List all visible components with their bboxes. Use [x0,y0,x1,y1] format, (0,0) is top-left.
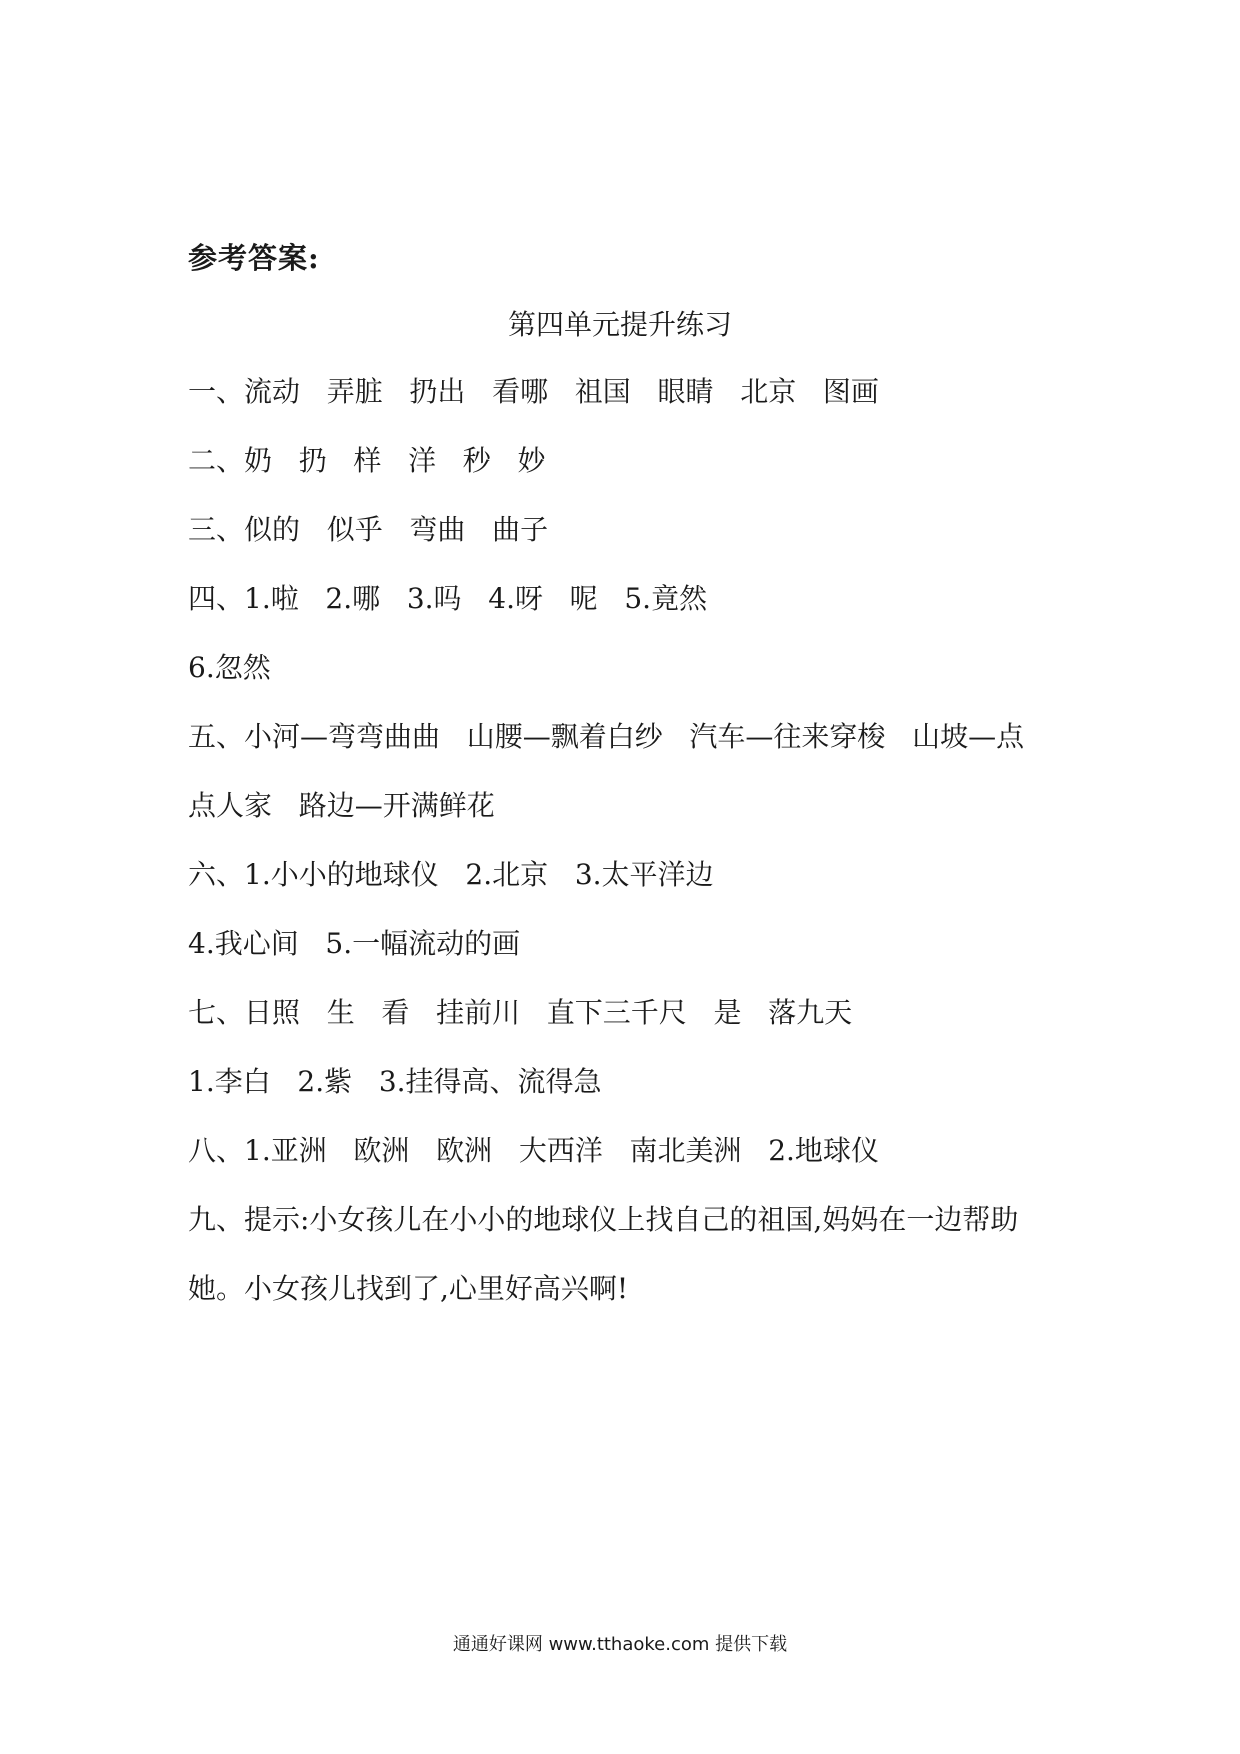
answer-line-12: 八、1.亚洲 欧洲 欧洲 大西洋 南北美洲 2.地球仪 [188,1134,879,1167]
answer-heading: 参考答案: [188,241,320,275]
answer-line-10: 七、日照 生 看 挂前川 直下三千尺 是 落九天 [188,996,853,1029]
answer-line-9: 4.我心间 5.一幅流动的画 [188,927,521,960]
footer-source: 通通好课网 www.tthaoke.com 提供下载 [452,1634,788,1655]
answer-line-5: 6.忽然 [188,651,271,684]
answer-line-14: 她。小女孩儿找到了,心里好高兴啊! [188,1272,629,1305]
answer-line-13: 九、提示:小女孩儿在小小的地球仪上找自己的祖国,妈妈在一边帮助 [188,1203,1019,1236]
answer-line-7: 点人家 路边—开满鲜花 [188,789,495,822]
answer-line-8: 六、1.小小的地球仪 2.北京 3.太平洋边 [188,858,714,891]
unit-title: 第四单元提升练习 [507,308,732,341]
answer-line-1: 一、流动 弄脏 扔出 看哪 祖国 眼睛 北京 图画 [188,375,879,408]
answer-line-11: 1.李白 2.紫 3.挂得高、流得急 [188,1065,602,1098]
answer-line-2: 二、奶 扔 样 洋 秒 妙 [188,444,546,477]
answer-line-6: 五、小河—弯弯曲曲 山腰—飘着白纱 汽车—往来穿梭 山坡—点 [188,720,1025,753]
answer-line-3: 三、似的 似乎 弯曲 曲子 [188,513,549,546]
answer-line-4: 四、1.啦 2.哪 3.吗 4.呀 呢 5.竟然 [188,582,708,615]
